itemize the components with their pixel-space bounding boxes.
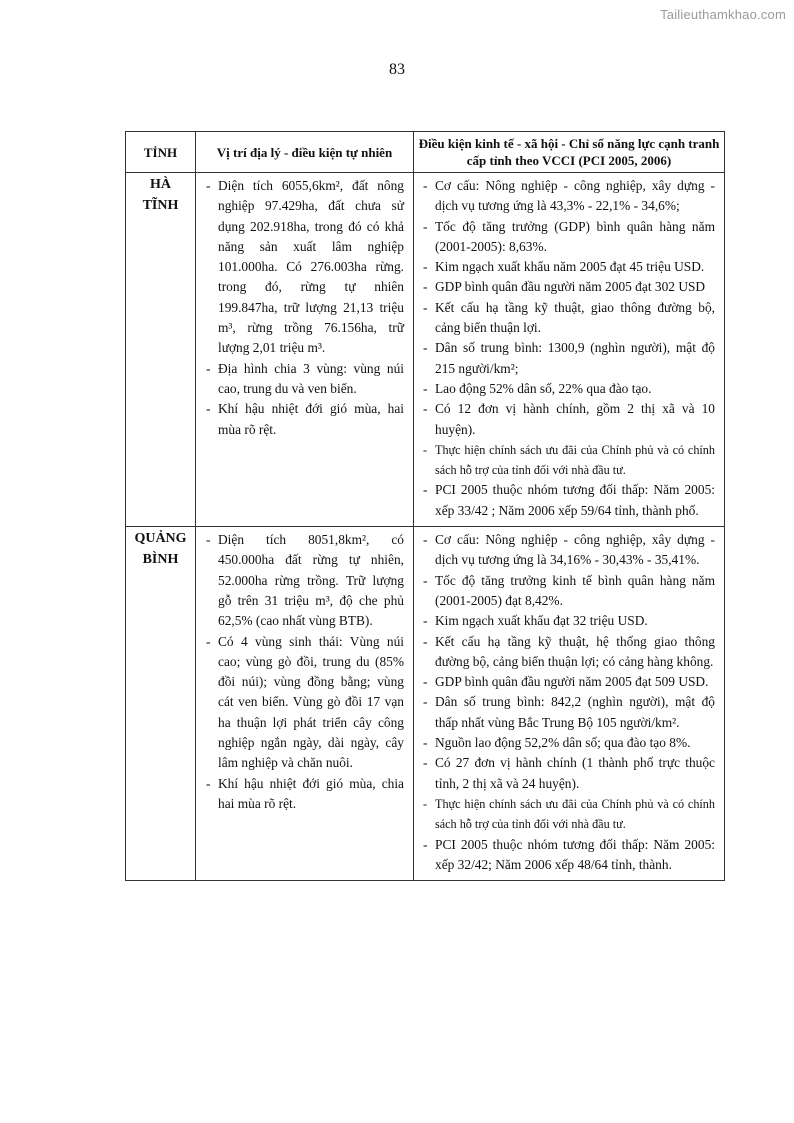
geography-cell bbox=[196, 173, 414, 527]
list-item: - PCI 2005 thuộc nhóm tương đối thấp: Năm 2005: xếp 32/42; Năm 2006 xếp 48/64 tỉnh, thành. bbox=[422, 835, 715, 876]
economy-cell bbox=[414, 173, 725, 527]
table-row-ha-tinh bbox=[126, 173, 725, 527]
table-row-quang-binh bbox=[126, 527, 725, 881]
header-geography: Vị trí địa lý - điều kiện tự nhiên bbox=[196, 132, 414, 173]
header-province: TỈNH bbox=[126, 132, 196, 173]
province-name-line: HÀ bbox=[150, 177, 171, 192]
province-table bbox=[125, 131, 725, 881]
province-name-line: TĨNH bbox=[142, 198, 179, 213]
geography-cell bbox=[196, 527, 414, 881]
province-name-line: BÌNH bbox=[142, 552, 179, 568]
list-item: - Tốc độ tăng trưởng kinh tế bình quân hàng năm (2001-2005) đạt 8,42%. bbox=[422, 571, 715, 612]
list-item: - Có 12 đơn vị hành chính, gồm 2 thị xã và 10 huyện). bbox=[422, 399, 715, 440]
list-item: - Khí hậu nhiệt đới gió mùa, hai mùa rõ rệt. bbox=[205, 399, 404, 440]
list-item: - Diện tích 6055,6km², đất nông nghiệp 97.429ha, đất chưa sử dụng 202.918ha, trong đó có khả năng sản xuất lâm nghiệp 101.000ha. Có 276.003ha rừng. trong đó, rừng tự nhiên 199.847ha, trữ lượng 21,13 triệu m³, rừng trồng 76.156ha, trữ lượng 2,01 triệu m³. bbox=[205, 176, 404, 359]
province-cell bbox=[126, 173, 196, 527]
list-item: - Kim ngạch xuất khẩu năm 2005 đạt 45 triệu USD. bbox=[422, 257, 715, 277]
list-item: - PCI 2005 thuộc nhóm tương đối thấp: Năm 2005: xếp 33/42 ; Năm 2006 xếp 59/64 tỉnh, thành phố. bbox=[422, 480, 715, 521]
list-item: - Thực hiện chính sách ưu đãi của Chính phủ và có chính sách hỗ trợ của tỉnh đối với nhà đầu tư. bbox=[422, 794, 715, 835]
list-item: - GDP bình quân đầu người năm 2005 đạt 302 USD bbox=[422, 277, 715, 297]
economy-cell bbox=[414, 527, 725, 881]
list-item: - Dân số trung bình: 1300,9 (nghìn người), mật độ 215 người/km²; bbox=[422, 338, 715, 379]
list-item: - GDP bình quân đầu người năm 2005 đạt 509 USD. bbox=[422, 672, 715, 692]
list-item: - Có 27 đơn vị hành chính (1 thành phố trực thuộc tỉnh, 2 thị xã và 24 huyện). bbox=[422, 753, 715, 794]
list-item: - Lao động 52% dân số, 22% qua đào tạo. bbox=[422, 379, 715, 399]
list-item: - Thực hiện chính sách ưu đãi của Chính phủ và có chính sách hỗ trợ của tỉnh đối với nhà đầu tư. bbox=[422, 440, 715, 481]
list-item: - Dân số trung bình: 842,2 (nghìn người), mật độ thấp nhất vùng Bắc Trung Bộ 105 người/km². bbox=[422, 692, 715, 733]
watermark: Tailieuthamkhao.com bbox=[660, 7, 786, 22]
list-item: - Địa hình chia 3 vùng: vùng núi cao, trung du và ven biển. bbox=[205, 359, 404, 400]
list-item: - Cơ cấu: Nông nghiệp - công nghiệp, xây dựng - dịch vụ tương ứng là 43,3% - 22,1% - 34,6%; bbox=[422, 176, 715, 217]
list-item: - Có 4 vùng sinh thái: Vùng núi cao; vùng gò đồi, trung du (85% đồi núi); vùng đồng bằng; vùng cát ven biển. Vùng gò đồi 17 vạn ha thuận lợi phát triển cây công nghiệp ngắn ngày, dài ngày, cây lâm nghiệp và chăn nuôi. bbox=[205, 632, 404, 774]
page-number: 83 bbox=[389, 61, 405, 78]
province-name-line: QUẢNG bbox=[134, 531, 187, 547]
list-item: - Cơ cấu: Nông nghiệp - công nghiệp, xây dựng - dịch vụ tương ứng là 34,16% - 30,43% - 35,41%. bbox=[422, 530, 715, 571]
list-item: - Kết cấu hạ tầng kỹ thuật, giao thông đường bộ, cảng biển thuận lợi. bbox=[422, 298, 715, 339]
list-item: - Kết cấu hạ tầng kỹ thuật, hệ thống giao thông đường bộ, cảng biển thuận lợi; có cảng hàng không. bbox=[422, 632, 715, 673]
list-item: - Nguồn lao động 52,2% dân số; qua đào tạo 8%. bbox=[422, 733, 715, 753]
province-cell bbox=[126, 527, 196, 881]
header-economy: Điều kiện kinh tế - xã hội - Chỉ số năng lực cạnh tranh cấp tỉnh theo VCCI (PCI 2005, 2006) bbox=[414, 132, 725, 173]
table-header-row bbox=[126, 132, 725, 173]
list-item: - Khí hậu nhiệt đới gió mùa, chia hai mùa rõ rệt. bbox=[205, 774, 404, 815]
list-item: - Kim ngạch xuất khẩu đạt 32 triệu USD. bbox=[422, 611, 715, 631]
list-item: - Diện tích 8051,8km², có 450.000ha đất rừng tự nhiên, 52.000ha rừng trồng. Trữ lượng gỗ trên 31 triệu m³, độ che phủ 62,5% (cao nhất vùng BTB). bbox=[205, 530, 404, 631]
list-item: - Tốc độ tăng trưởng (GDP) bình quân hàng năm (2001-2005): 8,63%. bbox=[422, 217, 715, 258]
